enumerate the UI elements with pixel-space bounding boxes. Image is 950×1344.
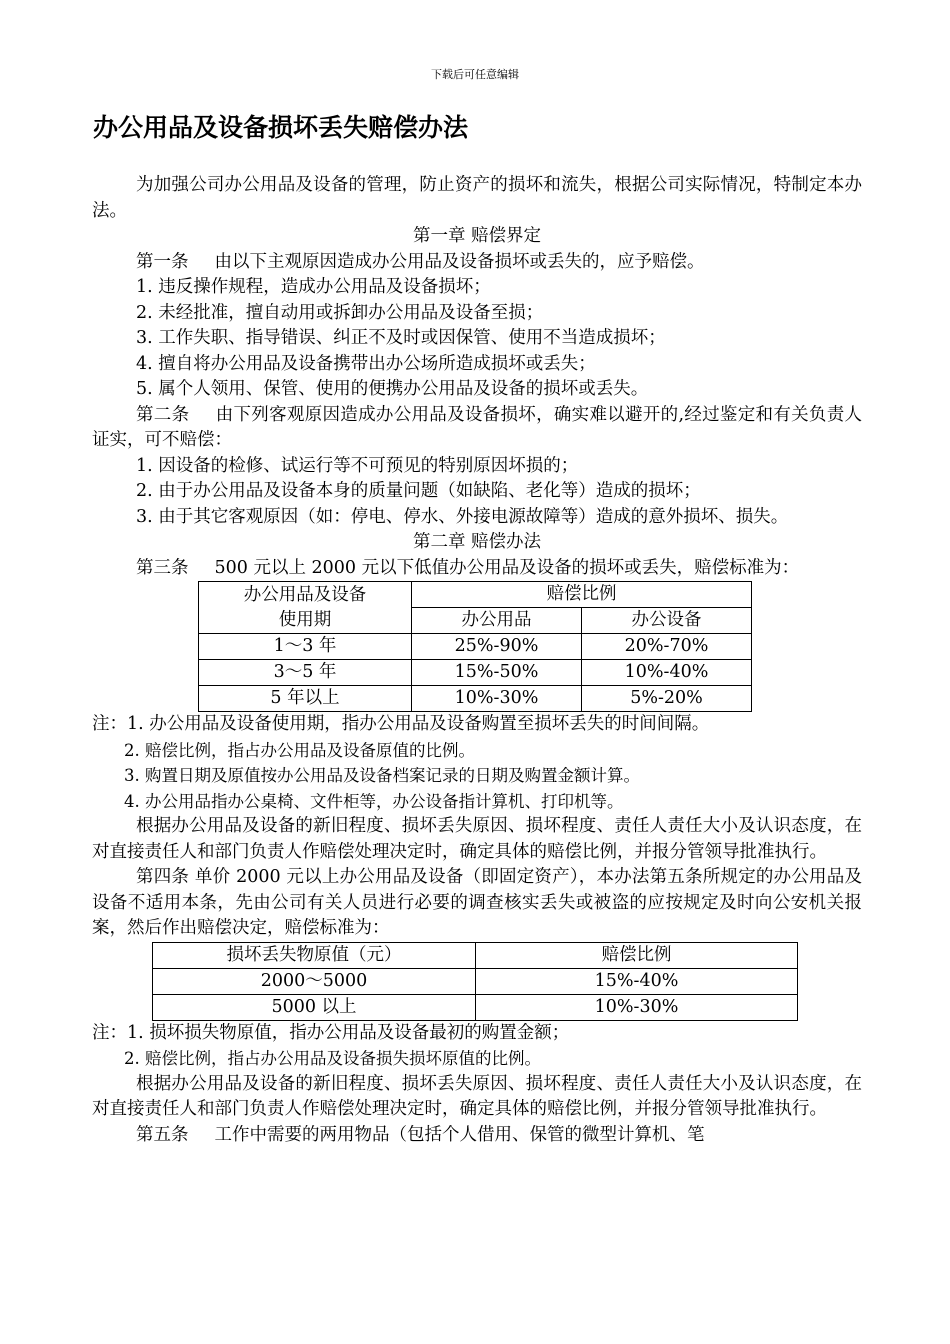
article-2-item: 2. 由于办公用品及设备本身的质量问题（如缺陷、老化等）造成的损坏； xyxy=(136,481,701,501)
compensation-table-low-value xyxy=(198,581,752,712)
article-2-item: 3. 由于其它客观原因（如：停电、停水、外接电源故障等）造成的意外损坏、损失。 xyxy=(136,506,789,527)
article-1-item: 4. 擅自将办公用品及设备携带出办公场所造成损坏或丢失； xyxy=(136,353,596,374)
note-item: 2. 赔偿比例，指占办公用品及设备原值的比例。 xyxy=(124,740,475,760)
table-header-cell: 办公用品及设备 使用期 xyxy=(199,582,412,634)
intro-paragraph: 为加强公司办公用品及设备的管理，防止资产的损坏和流失，根据公司实际情况，特制定本办法。 xyxy=(92,175,862,221)
article-2 xyxy=(92,403,862,454)
basis-paragraph-2: 根据办公用品及设备的新旧程度、损坏丢失原因、损坏程度、责任人责任大小及认识态度，在对直接责任人和部门负责人作赔偿处理决定时，确定具体的赔偿比例，并报分管领导批准执行。 xyxy=(92,1073,862,1119)
article-4-text: 单价 2000 元以上办公用品及设备（即固定资产），本办法第五条所规定的办公用品及设备不适用本条，先由公司有关人员进行必要的调查核实丢失或被盗的应按规定及时向公安机关报案，然后作出赔偿决定，赔偿标准为： xyxy=(92,867,862,938)
document-body xyxy=(92,173,862,1148)
article-2-item: 1. 因设备的检修、试运行等不可预见的特别原因坏损的； xyxy=(136,455,579,476)
chapter-1-heading: 第一章 赔偿界定 xyxy=(412,226,542,246)
table-header-cell: 损坏丢失物原值（元） xyxy=(153,942,476,968)
article-5-text: 工作中需要的两用物品（包括个人借用、保管的微型计算机、笔 xyxy=(214,1124,705,1145)
article-3-text: 500 元以上 2000 元以下低值办公用品及设备的损坏或丢失，赔偿标准为： xyxy=(214,557,800,578)
chapter-2-heading: 第二章 赔偿办法 xyxy=(412,532,542,552)
article-1-text: 由以下主观原因造成办公用品及设备损坏或丢失的，应予赔偿。 xyxy=(214,251,705,272)
article-3-label: 第三条 xyxy=(136,557,189,578)
article-5 xyxy=(92,1123,862,1149)
article-1-item: 1. 违反操作规程，造成办公用品及设备损坏； xyxy=(136,277,491,297)
notes-1: 注：1. 办公用品及设备使用期，指办公用品及设备购置至损坏丢失的时间间隔。 xyxy=(92,714,710,734)
article-2-text: 由下列客观原因造成办公用品及设备损坏，确实难以避开的,经过鉴定和有关负责人证实，可不赔偿： xyxy=(92,404,863,450)
note-item: 3. 购置日期及原值按办公用品及设备档案记录的日期及购置金额计算。 xyxy=(124,766,640,785)
table-header-cell: 办公设备 xyxy=(582,608,752,634)
table-row: 1～3 年 25%-90% 20%-70% xyxy=(199,634,752,660)
table-row: 5 年以上 10%-30% 5%-20% xyxy=(199,686,752,712)
article-4 xyxy=(92,865,862,942)
article-5-label: 第五条 xyxy=(136,1124,189,1145)
compensation-table-fixed-assets xyxy=(152,942,798,1021)
table-header-cell: 办公用品 xyxy=(412,608,582,634)
note-item: 4. 办公用品指办公桌椅、文件柜等，办公设备指计算机、打印机等。 xyxy=(124,791,624,811)
article-4-label: 第四条 xyxy=(136,867,190,887)
notes-2: 注：1. 损坏损失物原值，指办公用品及设备最初的购置金额； xyxy=(92,1022,570,1043)
table-row: 5000 以上 10%-30% xyxy=(153,994,798,1020)
page-header: 下载后可任意编辑 xyxy=(431,68,519,81)
article-1-item: 2. 未经批准，擅自动用或拆卸办公用品及设备至损； xyxy=(136,302,544,323)
note-item: 2. 赔偿比例，指占办公用品及设备损失损坏原值的比例。 xyxy=(124,1049,541,1068)
table-row: 2000～5000 15%-40% xyxy=(153,968,798,994)
article-1-item: 5. 属个人领用、保管、使用的便携办公用品及设备的损坏或丢失。 xyxy=(136,379,649,399)
table-row: 3～5 年 15%-50% 10%-40% xyxy=(199,660,752,686)
article-3 xyxy=(92,556,862,582)
document-title: 办公用品及设备损坏丢失赔偿办法 xyxy=(93,113,469,142)
article-2-label: 第二条 xyxy=(136,404,190,425)
basis-paragraph-1: 根据办公用品及设备的新旧程度、损坏丢失原因、损坏程度、责任人责任大小及认识态度，在对直接责任人和部门负责人作赔偿处理决定时，确定具体的赔偿比例，并报分管领导批准执行。 xyxy=(92,816,862,862)
article-1-label: 第一条 xyxy=(136,251,189,272)
table-header-cell: 赔偿比例 xyxy=(476,942,798,968)
article-1 xyxy=(92,250,862,276)
table-header-cell: 赔偿比例 xyxy=(412,582,752,608)
article-1-item: 3. 工作失职、指导错误、纠正不及时或因保管、使用不当造成损坏； xyxy=(136,328,666,348)
